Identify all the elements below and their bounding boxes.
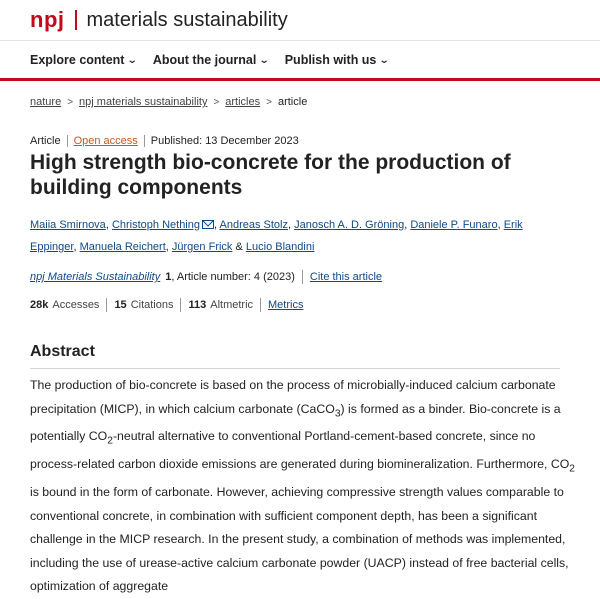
author-link[interactable]: Janosch A. D. Gröning xyxy=(294,219,405,231)
metrics-divider xyxy=(260,298,261,312)
abstract-text xyxy=(30,374,575,599)
cite-this-article-link[interactable]: Cite this article xyxy=(309,271,383,283)
brand-divider xyxy=(75,10,77,30)
subscript: 2 xyxy=(107,435,113,447)
main-nav xyxy=(30,50,389,70)
author-link[interactable]: Erik Eppinger xyxy=(30,219,523,253)
meta-divider xyxy=(67,135,68,147)
chevron-down-icon: ⌄ xyxy=(127,54,139,66)
breadcrumb xyxy=(30,96,307,108)
chevron-right-icon: > xyxy=(266,96,272,108)
author-separator: , xyxy=(214,219,220,231)
nav-publish-with-us[interactable] xyxy=(285,50,389,70)
abstract-segment: The production of bio-concrete is based on the process of microbially-induced calcium carbonate precipitation (MICP), in which calcium carbonate (CaCO xyxy=(30,378,556,416)
mail-icon[interactable] xyxy=(202,220,214,229)
nav-accent-rule xyxy=(0,78,600,81)
chevron-down-icon: ⌄ xyxy=(259,54,270,66)
abstract-divider xyxy=(30,368,560,369)
article-meta xyxy=(30,135,299,147)
citations-count: 15 xyxy=(114,299,127,311)
author-separator: & xyxy=(232,241,246,253)
chevron-down-icon: ⌄ xyxy=(379,54,391,66)
article-metrics xyxy=(30,298,303,312)
brand-journal-name: materials sustainability xyxy=(86,8,288,31)
author-link[interactable]: Andreas Stolz xyxy=(219,219,288,231)
altmetric-label: Altmetric xyxy=(210,299,254,311)
article-title: High strength bio-concrete for the production of building components xyxy=(30,151,511,199)
author-list xyxy=(30,214,570,258)
author-separator: , xyxy=(288,219,295,231)
nav-item-label: Publish with us xyxy=(284,53,377,67)
author-link[interactable]: Manuela Reichert xyxy=(79,241,166,253)
breadcrumb-link-articles[interactable]: articles xyxy=(225,96,261,108)
metrics-divider xyxy=(180,298,181,312)
chevron-right-icon: > xyxy=(213,96,220,108)
volume-number: 1 xyxy=(165,271,172,283)
metrics-divider xyxy=(106,298,107,312)
breadcrumb-link-journal[interactable]: npj materials sustainability xyxy=(79,96,208,108)
author-separator: , xyxy=(497,219,504,231)
abstract-segment: ) is formed as a binder. Bio-concrete is a potentially CO xyxy=(30,401,561,444)
nav-explore-content[interactable] xyxy=(30,50,137,70)
nav-about-the-journal[interactable] xyxy=(153,50,269,70)
article-type: Article xyxy=(30,135,61,147)
accesses-count: 28k xyxy=(30,299,49,311)
citations-label: Citations xyxy=(130,299,174,311)
journal-logo[interactable] xyxy=(30,7,288,33)
header-divider xyxy=(0,40,600,41)
metrics-link[interactable]: Metrics xyxy=(268,299,304,311)
nav-item-label: Explore content xyxy=(30,53,125,67)
subscript: 3 xyxy=(334,407,341,419)
published-date: Published: 13 December 2023 xyxy=(150,135,299,147)
meta-divider xyxy=(144,135,145,147)
author-link[interactable]: Jürgen Frick xyxy=(171,241,233,253)
abstract-segment: is bound in the form of carbonate. However, achieving compressive strength values comparable to conventional concrete, in combination with sufficient component depth, has been a significant challenge in the MICP research. In the present study, a combination of methods was implemented, including the use of urease-active calcium carbonate powder (UACP) instead of free bacterial cells, optimization of aggregate xyxy=(30,485,569,594)
abstract-segment: -neutral alternative to conventional Portland-cement-based concrete, since no process-related carbon dioxide emissions are generated during biomineralization. Furthermore, CO xyxy=(30,429,570,472)
author-link[interactable]: Maiia Smirnova xyxy=(30,219,106,231)
chevron-right-icon: > xyxy=(67,96,74,108)
author-link[interactable]: Daniele P. Funaro xyxy=(410,219,498,231)
subscript: 2 xyxy=(569,463,575,475)
author-separator: , xyxy=(165,241,172,253)
breadcrumb-link-nature[interactable]: nature xyxy=(30,96,62,108)
author-separator: , xyxy=(404,219,411,231)
site-header xyxy=(0,0,600,40)
author-separator: , xyxy=(105,219,112,231)
brand-npj: npj xyxy=(30,7,65,32)
citation-line xyxy=(30,270,382,284)
nav-item-label: About the journal xyxy=(152,53,257,67)
journal-link[interactable]: npj Materials Sustainability xyxy=(30,271,161,283)
altmetric-count: 113 xyxy=(188,299,207,311)
open-access-link[interactable]: Open access xyxy=(73,135,138,147)
author-separator: , xyxy=(73,241,80,253)
accesses-label: Accesses xyxy=(52,299,100,311)
author-link[interactable]: Lucio Blandini xyxy=(245,241,315,253)
abstract-heading: Abstract xyxy=(30,343,95,360)
breadcrumb-current: article xyxy=(277,96,308,108)
article-number: , Article number: 4 (2023) xyxy=(171,271,295,283)
author-link[interactable]: Christoph Nething xyxy=(111,219,200,231)
citation-divider xyxy=(302,270,303,284)
